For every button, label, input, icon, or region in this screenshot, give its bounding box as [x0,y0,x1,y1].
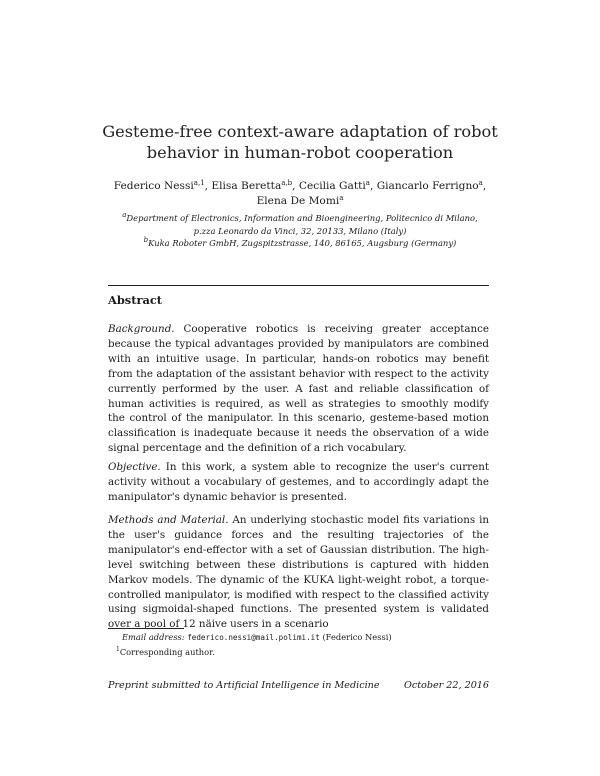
author-affil-mark: a,1 [193,179,205,187]
objective-label: Objective. [108,461,161,473]
author-name: Elena De Momi [256,195,340,207]
author-list: Federico Nessi$^{a,1}$, Elisa Beretta$^{a,b}$, Cecilia Gatti$^a$, Giancarlo Ferrigno$^a$, Elena De Momi$^a$ [113,179,487,207]
author-affil-mark: a [339,194,344,202]
methods-paragraph [108,513,489,632]
author-name: Elisa Beretta [211,180,282,192]
email-footnote [122,632,392,644]
email-owner: (Federico Nessi) [319,632,392,642]
affil-b-line-1: Kuka Roboter GmbH, Zugspitzstrasse, 140, 86165, Augsburg (Germany) [148,238,457,248]
author-name: Cecilia Gatti [298,180,366,192]
affil-a-label: a [122,211,127,219]
background-label: Background. [108,323,175,335]
preprint-note: Preprint submitted to Artificial Intelligence in Medicine [108,680,380,691]
footnote-mark: 1 [116,646,120,653]
email-address-link[interactable]: federico.nessi@mail.polimi.it [187,633,320,642]
title-line-1: Gesteme-free context-aware adaptation of robot [102,122,498,141]
footnote-text: Corresponding author. [119,646,215,657]
email-label: Email address: [122,632,185,642]
corresponding-footnote [116,644,215,658]
affiliations [0,212,600,250]
paper-title [0,121,600,163]
affil-b-label: b [143,236,149,244]
title-line-2: behavior in human-robot cooperation [146,143,454,162]
preprint-date: October 22, 2016 [403,680,489,691]
background-paragraph [108,322,489,456]
affil-a-line-1: Department of Electronics, Information and Bioengineering, Politecnico di Milano, [126,213,478,223]
author-affil-mark: a,b [281,179,293,187]
author-name: Giancarlo Ferrigno [376,180,479,192]
objective-text: In this work, a system able to recognize the user's current activity without a vocabulary of gestemes, and to accordingly adapt the manipulator's dynamic behavior is presented. [108,461,489,503]
footnote-rule [108,628,184,629]
methods-text: An underlying stochastic model fits variations in the user's guidance forces and the resulting trajectories of the manipulator's end-effector with a set of Gaussian distribution. The high-level switching between these distributions is captured with hidden Markov models. The dynamic of the KUKA light-weight robot, a torque-controlled manipulator, is modified with respect to the classified activity using sigmoidal-shaped functions. The presented system is validated over a pool of 12 näive users in a scenario [108,514,489,631]
abstract-top-rule [108,285,489,286]
background-text: Cooperative robotics is receiving greater acceptance because the typical advantages provided by manipulators are combined with an intuitive usage. In particular, hands-on robotics may benefit from the adaptation of the assistant behavior with respect to the activity currently performed by the user. A fast and reliable classification of human activities is required, as well as strategies to smoothly modify the control of the manipulator. In this scenario, gesteme-based motion classification is inadequate because it needs the observation of a wide signal percentage and the definition of a rich vocabulary. [108,323,489,455]
affil-a-line-2: p.zza Leonardo da Vinci, 32, 20133, Milano (Italy) [193,225,407,236]
author-affil-mark: a [478,179,483,187]
author-affil-mark: a [365,179,370,187]
methods-label: Methods and Material. [108,514,229,526]
author-name: Federico Nessi [113,180,194,192]
objective-paragraph [108,460,489,505]
abstract-heading: Abstract [108,293,163,307]
